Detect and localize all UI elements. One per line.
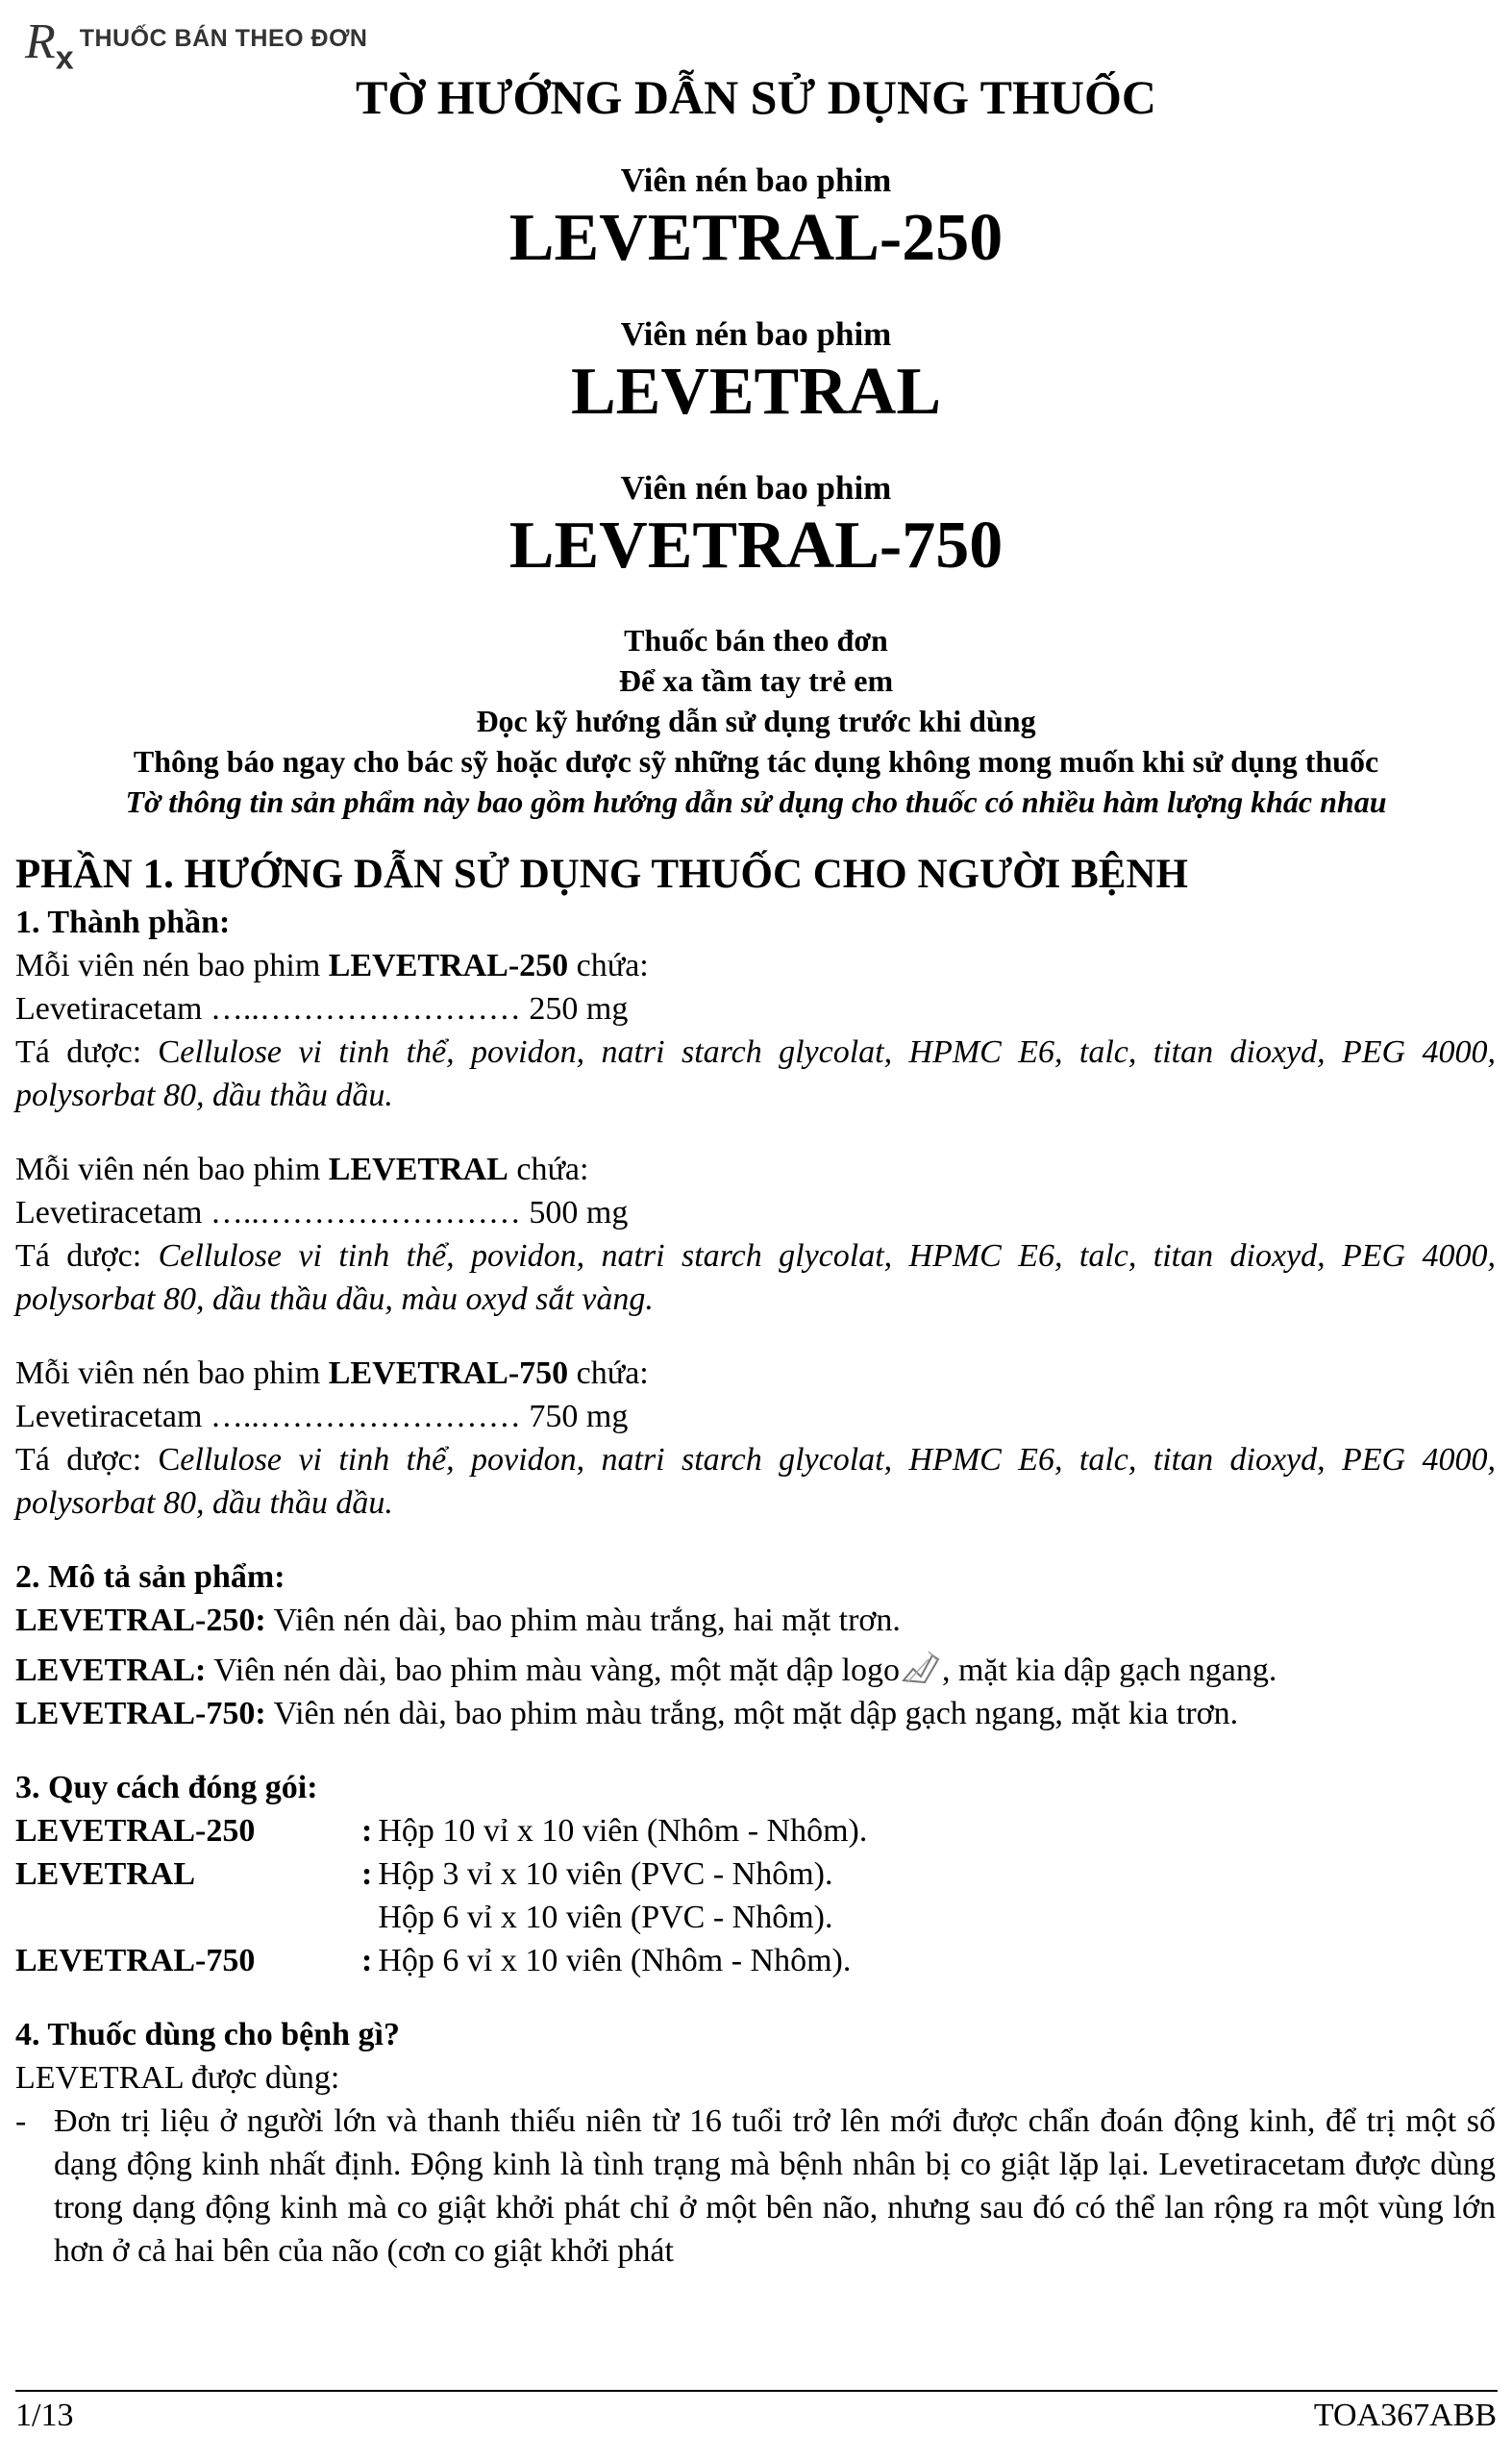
product-name-1: LEVETRAL-250 [508,201,1004,275]
document-code: TOA367ABB [1313,2398,1497,2433]
active-ingredient: Levetiracetam …..…………………… 250 mg [15,991,629,1027]
indication-text: Đơn trị liệu ở người lớn và thanh thiếu niên từ 16 tuổi trở lên mới được chẩn đoán động kinh, để trị một số dạng động kinh nhất định. Động kinh là tình trạng mà bệnh nhân bị co giật lặp lại. Levetiracetam được dùng trong dạng động kinh mà co giật khởi phát chỉ ở một bên não, nhưng sau đó có thể lan rộng ra một vùng lớn hơn ở cả hai bên của não (cơn co giật khởi phát [54,2103,1496,2269]
tablet-logo-icon [900,1648,942,1686]
composition-block-750 [15,1352,1496,1525]
main-content [15,851,1496,2273]
excipients: Tá dược: Cellulose vi tinh thể, povidon, natri starch glycolat, HPMC E6, talc, titan dioxyd, PEG 4000, polysorbat 80, dầu thầu dầu, màu oxyd sắt vàng. [15,1238,1496,1317]
section4-heading: 4. Thuốc dùng cho bệnh gì? [15,2017,400,2052]
composition-intro: Mỗi viên nén bao phim LEVETRAL chứa: [15,1152,589,1187]
list-item [15,2100,1496,2273]
composition-block-250 [15,944,1496,1117]
description-250: LEVETRAL-250: Viên nén dài, bao phim màu trắng, hai mặt trơn. [15,1603,901,1638]
packaging-row-500-alt: Hộp 6 vỉ x 10 viên (PVC - Nhôm). [378,1900,833,1935]
part1-heading: PHẦN 1. HƯỚNG DẪN SỬ DỤNG THUỐC CHO NGƯỜI BỆNH [15,852,1188,897]
excipients: Tá dược: Cellulose vi tinh thể, povidon, natri starch glycolat, HPMC E6, talc, titan dioxyd, PEG 4000, polysorbat 80, dầu thầu dầu. [15,1034,1496,1113]
footer-divider [15,2390,1498,2392]
packaging-row-250: LEVETRAL-250 : Hộp 10 vỉ x 10 viên (Nhôm - Nhôm). [15,1813,868,1849]
product-form-2: Viên nén bao phim [620,315,892,353]
product-name-3: LEVETRAL-750 [508,509,1004,583]
product-name-2: LEVETRAL [570,355,942,429]
composition-block-500 [15,1148,1496,1321]
rx-label: THUỐC BÁN THEO ĐƠN [79,25,368,52]
product-form-3: Viên nén bao phim [620,469,892,507]
warning-read-instructions: Đọc kỹ hướng dẫn sử dụng trước khi dùng [476,704,1036,738]
composition-intro: Mỗi viên nén bao phim LEVETRAL-750 chứa: [15,1355,649,1391]
list-dash: - [15,2103,27,2139]
section2-heading: 2. Mô tả sản phẩm: [15,1559,285,1595]
section3-heading: 3. Quy cách đóng gói: [15,1770,318,1805]
warning-children: Để xa tầm tay trẻ em [618,663,894,698]
active-ingredient: Levetiracetam …..…………………… 500 mg [15,1195,629,1230]
page-number: 1/13 [15,2398,74,2433]
description-750: LEVETRAL-750: Viên nén dài, bao phim màu trắng, một mặt dập gạch ngang, mặt kia trơn. [15,1696,1239,1731]
description-500: LEVETRAL: Viên nén dài, bao phim màu vàng, một mặt dập logo , mặt kia dập gạch ngang. [15,1648,1496,1692]
packaging-row-750: LEVETRAL-750 : Hộp 6 vỉ x 10 viên (Nhôm - Nhôm). [15,1943,852,1978]
packaging-row-500: LEVETRAL : Hộp 3 vỉ x 10 viên (PVC - Nhôm). [15,1856,833,1892]
composition-intro: Mỗi viên nén bao phim LEVETRAL-250 chứa: [15,948,649,983]
warning-prescription: Thuốc bán theo đơn [624,623,888,658]
rx-symbol-icon: $R_x$ [25,14,74,77]
section1-heading: 1. Thành phần: [15,905,231,940]
excipients: Tá dược: Cellulose vi tinh thể, povidon, natri starch glycolat, HPMC E6, talc, titan dioxyd, PEG 4000, polysorbat 80, dầu thầu dầu. [15,1442,1496,1521]
active-ingredient: Levetiracetam …..…………………… 750 mg [15,1399,629,1434]
document-title: TỜ HƯỚNG DẪN SỬ DỤNG THUỐC [356,70,1156,124]
warning-report-side-effects: Thông báo ngay cho bác sỹ hoặc dược sỹ những tác dụng không mong muốn khi sử dụng thuốc [133,744,1379,779]
product-form-1: Viên nén bao phim [620,162,892,199]
indication-intro: LEVETRAL được dùng: [15,2060,340,2096]
warning-multiple-strengths: Tờ thông tin sản phẩm này bao gồm hướng dẫn sử dụng cho thuốc có nhiều hàm lượng khác nhau [125,784,1387,819]
